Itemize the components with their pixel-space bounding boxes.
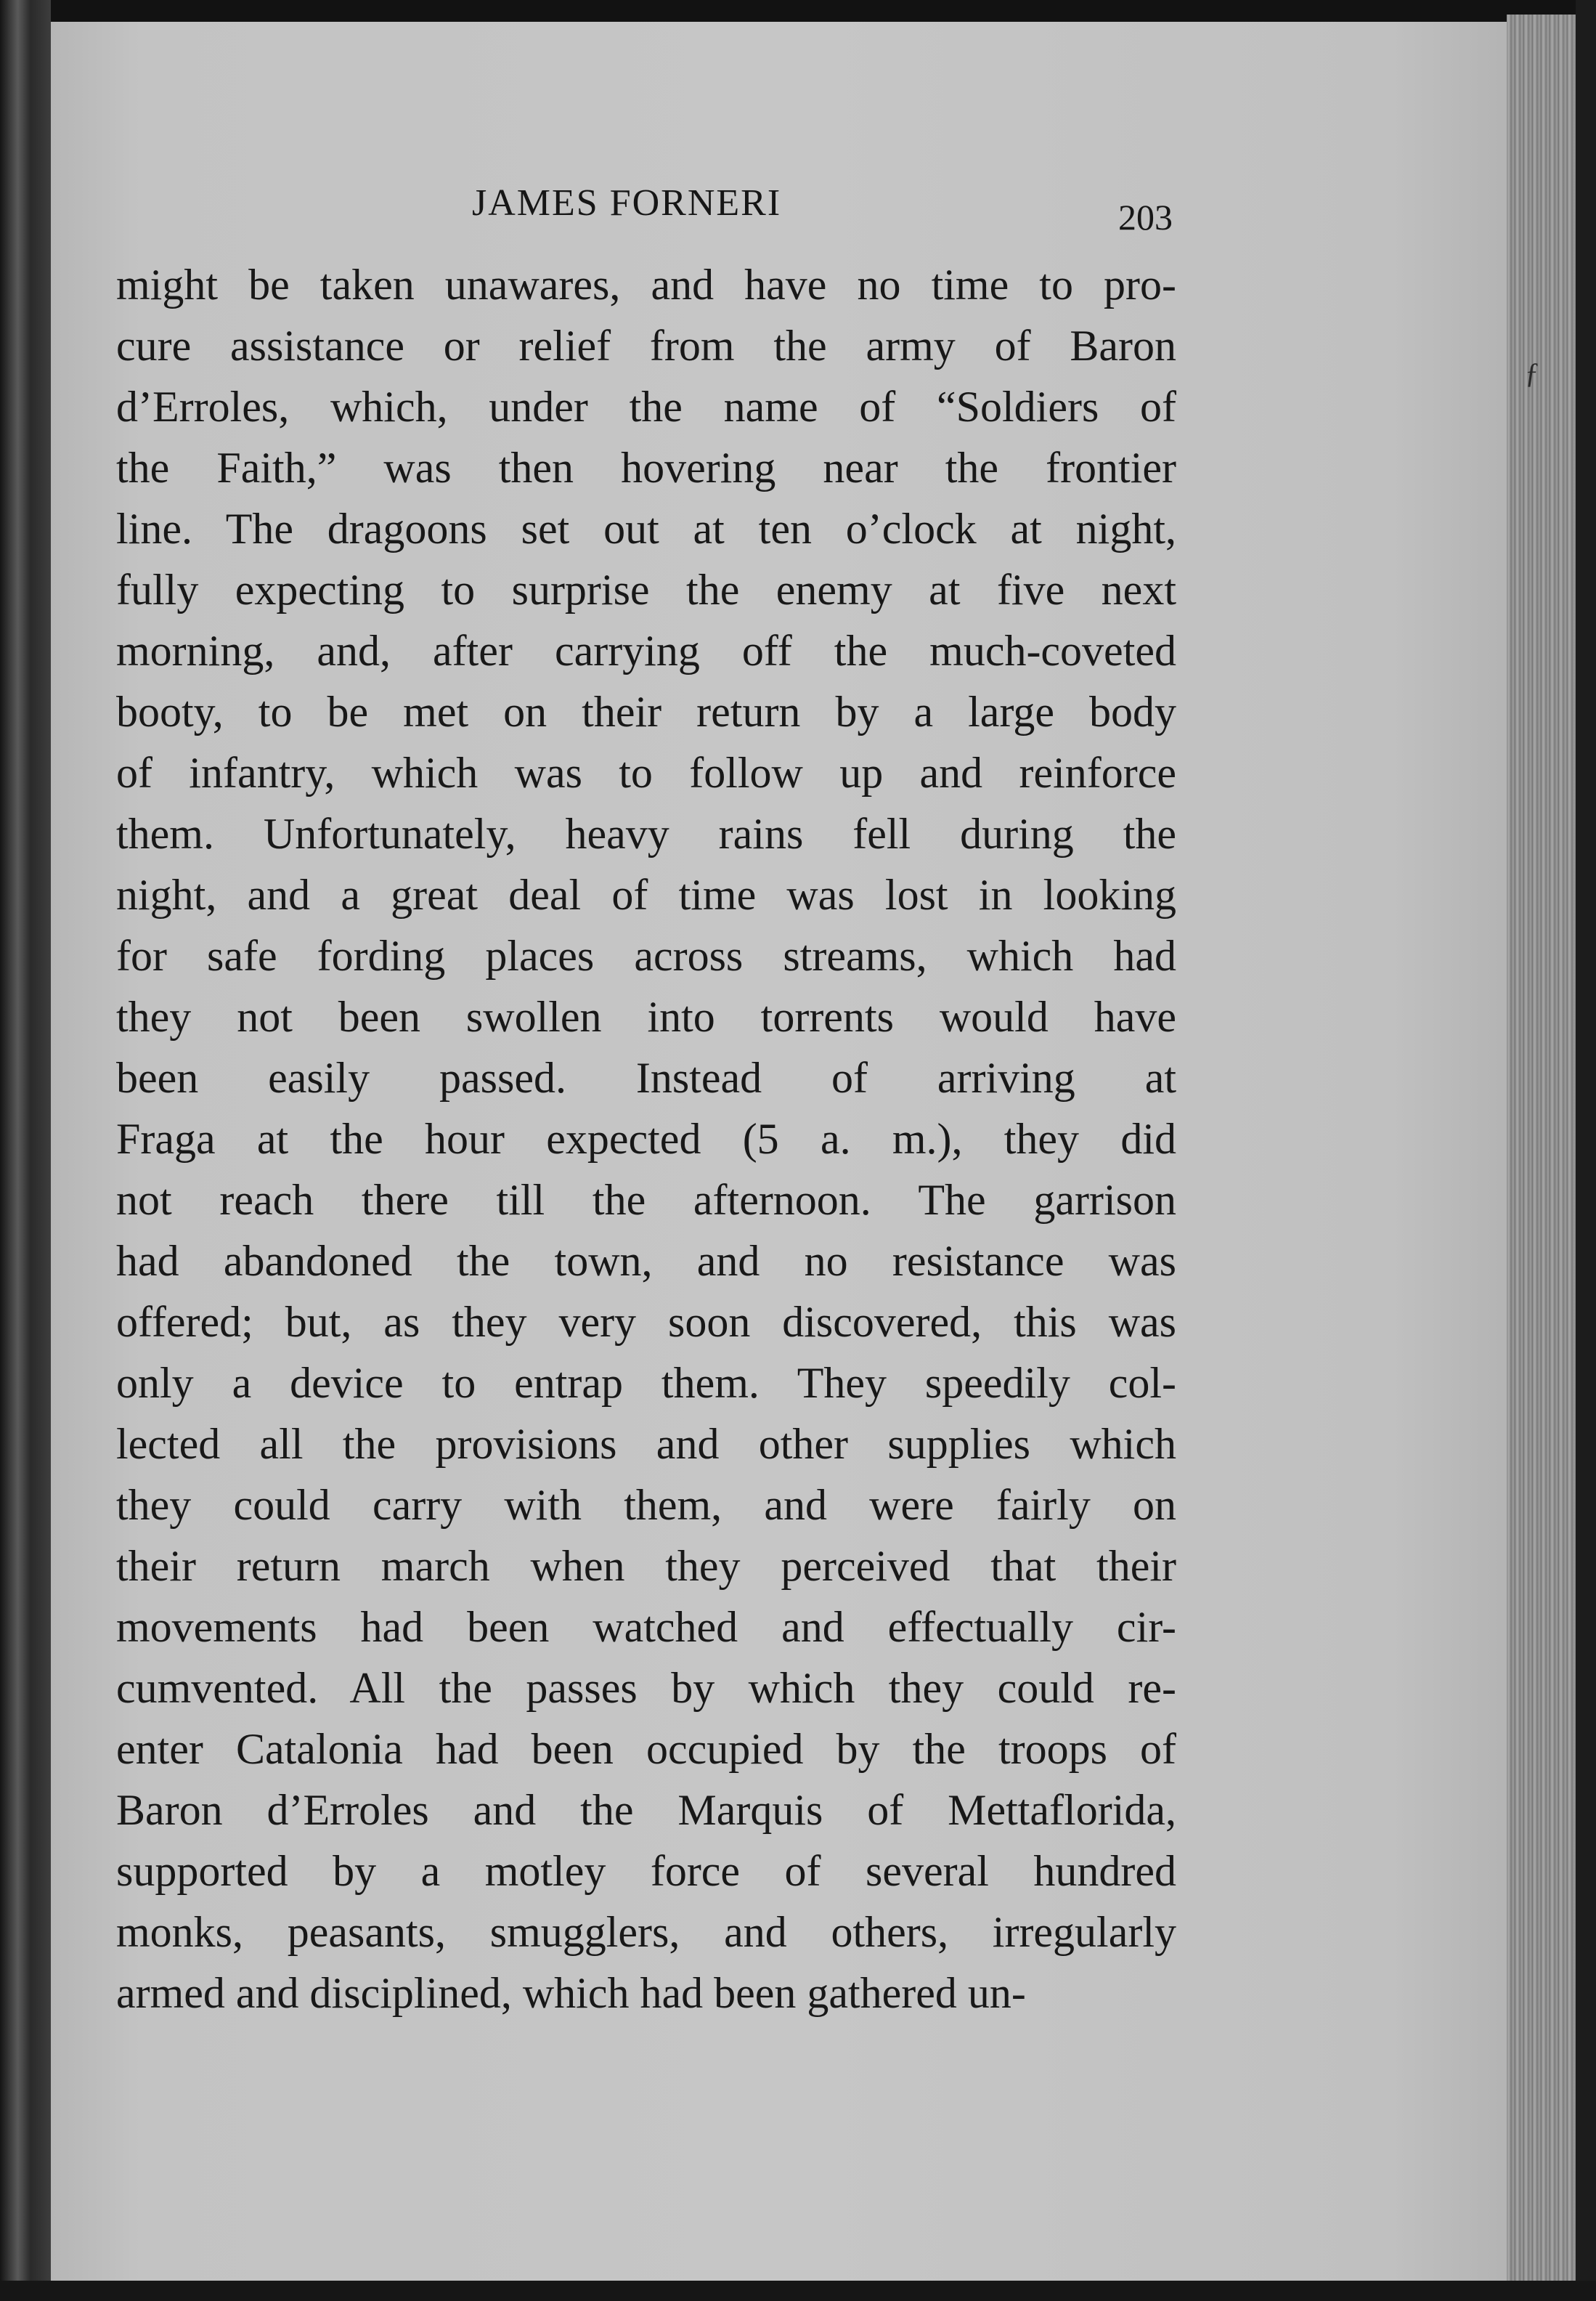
- text-line: cumvented. All the passes by which they could re-: [116, 1664, 1176, 1712]
- text-line: been easily passed. Instead of arriving at: [116, 1054, 1176, 1102]
- text-line: morning, and, after carrying off the much-coveted: [116, 627, 1176, 675]
- text-line: enter Catalonia had been occupied by the troops of: [116, 1725, 1176, 1773]
- text-line: line. The dragoons set out at ten o’clock at night,: [116, 505, 1176, 553]
- text-line: the Faith,” was then hovering near the frontier: [116, 444, 1176, 492]
- text-line: movements had been watched and effectually cir-: [116, 1603, 1176, 1651]
- text-line: they could carry with them, and were fairly on: [116, 1481, 1176, 1529]
- text-line: not reach there till the afternoon. The garrison: [116, 1176, 1176, 1224]
- text-line: them. Unfortunately, heavy rains fell during the: [116, 810, 1176, 858]
- text-line: of infantry, which was to follow up and reinforce: [116, 749, 1176, 797]
- text-line: for safe fording places across streams, which had: [116, 932, 1176, 980]
- text-line: Fraga at the hour expected (5 a. m.), they did: [116, 1115, 1176, 1163]
- page-number: 203: [1118, 197, 1173, 238]
- text-line: Baron d’Erroles and the Marquis of Mettaflorida,: [116, 1786, 1176, 1834]
- scan-top-border: [0, 0, 1596, 22]
- text-line: monks, peasants, smugglers, and others, irregularly: [116, 1908, 1176, 1956]
- scan-bottom-border: [0, 2281, 1596, 2301]
- text-line: might be taken unawares, and have no time to pro-: [116, 261, 1176, 309]
- text-line: d’Erroles, which, under the name of “Soldiers of: [116, 383, 1176, 431]
- text-line: lected all the provisions and other supplies which: [116, 1420, 1176, 1468]
- text-line: booty, to be met on their return by a large body: [116, 688, 1176, 736]
- text-line: armed and disciplined, which had been gathered un-: [116, 1969, 1026, 2017]
- book-spine-edge: [0, 0, 51, 2301]
- margin-mark: ƒ: [1525, 357, 1539, 389]
- body-text: [116, 254, 1176, 2024]
- text-line: their return march when they perceived that their: [116, 1542, 1176, 1590]
- page-header: [0, 182, 1596, 240]
- text-line: cure assistance or relief from the army of Baron: [116, 322, 1176, 370]
- scan-right-border: [1576, 0, 1596, 2301]
- text-line: fully expecting to surprise the enemy at five next: [116, 566, 1176, 614]
- text-line: night, and a great deal of time was lost in looking: [116, 871, 1176, 919]
- text-line: had abandoned the town, and no resistance was: [116, 1237, 1176, 1285]
- text-line: offered; but, as they very soon discovered, this was: [116, 1298, 1176, 1346]
- text-line: they not been swollen into torrents would have: [116, 993, 1176, 1041]
- text-line: supported by a motley force of several hundred: [116, 1847, 1176, 1895]
- text-line: only a device to entrap them. They speedily col-: [116, 1359, 1176, 1407]
- running-title: JAMES FORNERI: [472, 182, 782, 224]
